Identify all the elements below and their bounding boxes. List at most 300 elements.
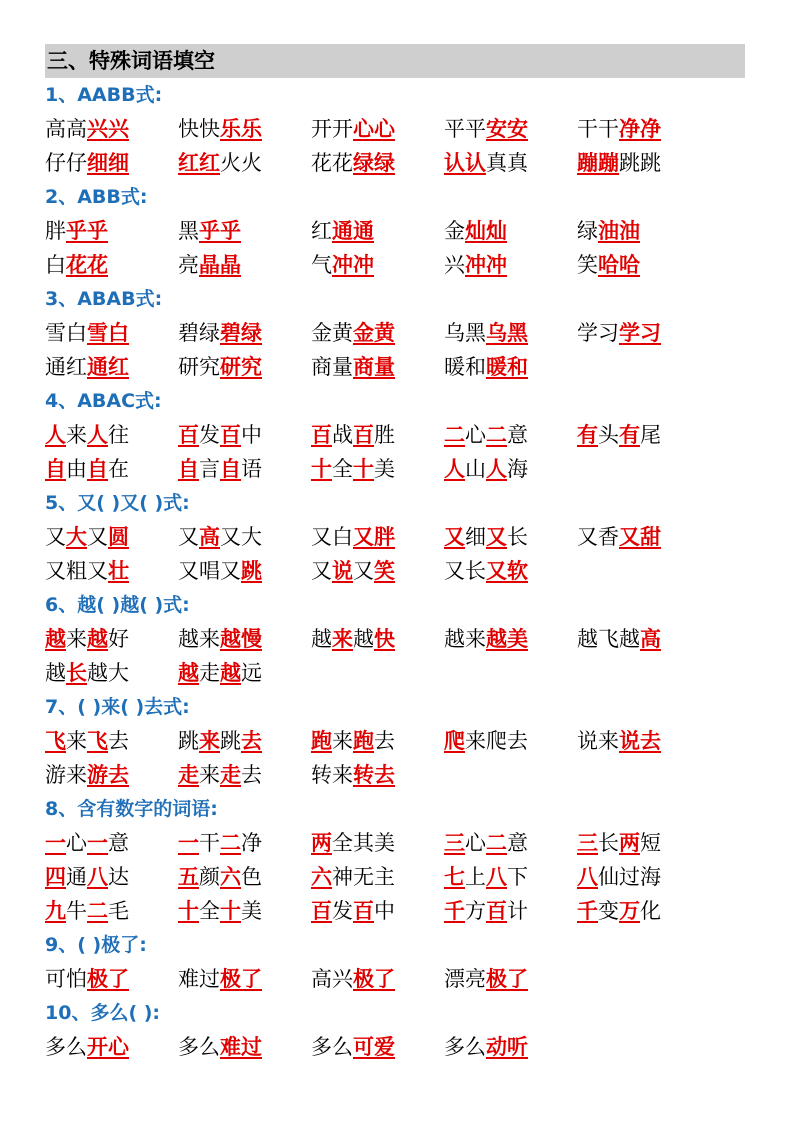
answer-text: 说去: [619, 729, 661, 753]
answer-text: 人: [87, 423, 108, 447]
word-item: [444, 622, 577, 656]
answer-text: 二: [486, 831, 507, 855]
word-item: [444, 112, 577, 146]
given-text: 跳: [220, 729, 241, 753]
answer-text: 越: [178, 661, 199, 685]
word-item: [311, 1030, 444, 1064]
answer-text: 人: [444, 457, 465, 481]
word-item: [45, 452, 178, 486]
word-item: [311, 962, 444, 996]
given-text: 学习: [577, 321, 619, 345]
word-row: [45, 146, 745, 180]
given-text: 颜: [199, 865, 220, 889]
given-text: 全其美: [332, 831, 395, 855]
word-item: [178, 962, 311, 996]
given-text: 又: [178, 525, 199, 549]
answer-text: 十: [353, 457, 374, 481]
given-text: 越: [311, 627, 332, 651]
word-item: [444, 1030, 577, 1064]
given-text: 在: [108, 457, 129, 481]
answer-text: 二: [87, 899, 108, 923]
answer-text: 动听: [486, 1035, 528, 1059]
answer-text: 壮: [108, 559, 129, 583]
given-text: 真真: [486, 151, 528, 175]
word-item: [311, 758, 444, 792]
answer-text: 自: [178, 457, 199, 481]
word-item: [444, 826, 577, 860]
given-text: 发: [332, 899, 353, 923]
word-item: [178, 1030, 311, 1064]
word-row: [45, 724, 745, 758]
given-text: 可怕: [45, 967, 87, 991]
word-item: [577, 248, 710, 282]
answer-text: 心心: [353, 117, 395, 141]
given-text: 红: [311, 219, 332, 243]
word-item: [178, 554, 311, 588]
given-text: 又大: [220, 525, 262, 549]
answer-text: 细细: [87, 151, 129, 175]
word-item: [45, 758, 178, 792]
answer-text: 越: [87, 627, 108, 651]
answer-text: 有: [577, 423, 598, 447]
given-text: 又粗又: [45, 559, 108, 583]
given-text: 去: [108, 729, 129, 753]
word-item: [45, 860, 178, 894]
given-text: 长: [507, 525, 528, 549]
answer-text: 百: [353, 423, 374, 447]
word-item: [577, 622, 710, 656]
answer-text: 越美: [486, 627, 528, 651]
given-text: 碧绿: [178, 321, 220, 345]
answer-text: 一: [87, 831, 108, 855]
word-item: [577, 112, 710, 146]
word-item: [311, 452, 444, 486]
word-item: [178, 724, 311, 758]
given-text: 胖: [45, 219, 66, 243]
section-heading: 3、ABAB式:: [45, 288, 163, 310]
answer-text: 通通: [332, 219, 374, 243]
given-text: 金黄: [311, 321, 353, 345]
word-item: [178, 214, 311, 248]
word-item: [577, 860, 710, 894]
given-text: 平平: [444, 117, 486, 141]
word-item: [311, 520, 444, 554]
word-item: [577, 316, 710, 350]
answer-text: 认认: [444, 151, 486, 175]
answer-text: 十: [311, 457, 332, 481]
given-text: 漂亮: [444, 967, 486, 991]
given-text: 来: [66, 423, 87, 447]
answer-text: 飞: [87, 729, 108, 753]
given-text: 多么: [311, 1035, 353, 1059]
word-row: [45, 894, 745, 928]
answer-text: 三: [577, 831, 598, 855]
given-text: 中: [241, 423, 262, 447]
answer-text: 转去: [353, 763, 395, 787]
given-text: 越: [353, 627, 374, 651]
given-text: 毛: [108, 899, 129, 923]
given-text: 游来: [45, 763, 87, 787]
section-heading: 10、多么( ):: [45, 1002, 161, 1024]
answer-text: 兴兴: [87, 117, 129, 141]
given-text: 又: [353, 559, 374, 583]
answer-text: 油油: [598, 219, 640, 243]
word-row: [45, 554, 745, 588]
given-text: 越大: [87, 661, 129, 685]
word-row: [45, 418, 745, 452]
given-text: 远: [241, 661, 262, 685]
word-item: [444, 350, 577, 384]
section-heading: 5、又( )又( )式:: [45, 492, 190, 514]
given-text: 跳跳: [619, 151, 661, 175]
given-text: 语: [241, 457, 262, 481]
answer-text: 笑: [374, 559, 395, 583]
answer-text: 灿灿: [465, 219, 507, 243]
word-item: [178, 112, 311, 146]
word-row: [45, 214, 745, 248]
answer-text: 长: [66, 661, 87, 685]
section-heading: 4、ABAC式:: [45, 390, 162, 412]
answer-text: 越: [45, 627, 66, 651]
given-text: 越来: [178, 627, 220, 651]
given-text: 胜: [374, 423, 395, 447]
given-text: 金: [444, 219, 465, 243]
answer-text: 又软: [486, 559, 528, 583]
given-text: 通红: [45, 355, 87, 379]
word-item: [311, 316, 444, 350]
given-text: 头: [598, 423, 619, 447]
answer-text: 走: [220, 763, 241, 787]
word-item: [577, 894, 710, 928]
word-item: [311, 112, 444, 146]
given-text: 难过: [178, 967, 220, 991]
section-heading: 1、AABB式:: [45, 84, 163, 106]
word-groups: [45, 78, 745, 1064]
answer-text: 通红: [87, 355, 129, 379]
section-heading: 7、( )来( )去式:: [45, 696, 190, 718]
answer-text: 快: [374, 627, 395, 651]
word-item: [444, 894, 577, 928]
word-item: [577, 826, 710, 860]
given-text: 长: [598, 831, 619, 855]
given-text: 又长: [444, 559, 486, 583]
given-text: 来: [66, 627, 87, 651]
word-item: [45, 1030, 178, 1064]
word-item: [45, 146, 178, 180]
word-item: [311, 860, 444, 894]
word-item: [444, 316, 577, 350]
answer-text: 极了: [353, 967, 395, 991]
word-item: [178, 418, 311, 452]
given-text: 亮: [178, 253, 199, 277]
given-text: 绿: [577, 219, 598, 243]
word-item: [444, 214, 577, 248]
word-item: [45, 554, 178, 588]
answer-text: 冲冲: [332, 253, 374, 277]
answer-text: 一: [45, 831, 66, 855]
given-text: 转来: [311, 763, 353, 787]
given-text: 火火: [220, 151, 262, 175]
section-heading: 6、越( )越( )式:: [45, 594, 190, 616]
word-item: [45, 656, 178, 690]
word-item: [444, 554, 577, 588]
given-text: 气: [311, 253, 332, 277]
answer-text: 六: [311, 865, 332, 889]
given-text: 意: [507, 831, 528, 855]
answer-text: 四: [45, 865, 66, 889]
given-text: 暖和: [444, 355, 486, 379]
given-text: 干: [199, 831, 220, 855]
answer-text: 百: [220, 423, 241, 447]
given-text: 由: [66, 457, 87, 481]
answer-text: 极了: [87, 967, 129, 991]
given-text: 乌黑: [444, 321, 486, 345]
word-item: [45, 520, 178, 554]
answer-text: 自: [45, 457, 66, 481]
given-text: 美: [241, 899, 262, 923]
answer-text: 乎乎: [199, 219, 241, 243]
word-row: [45, 622, 745, 656]
word-item: [311, 350, 444, 384]
word-item: [444, 724, 577, 758]
answer-text: 蹦蹦: [577, 151, 619, 175]
word-row: [45, 248, 745, 282]
answer-text: 九: [45, 899, 66, 923]
word-item: [311, 894, 444, 928]
answer-text: 难过: [220, 1035, 262, 1059]
answer-text: 自: [220, 457, 241, 481]
given-text: 说来: [577, 729, 619, 753]
section-heading: 8、含有数字的词语:: [45, 798, 218, 820]
given-text: 方: [465, 899, 486, 923]
given-text: 中: [374, 899, 395, 923]
answer-text: 说: [332, 559, 353, 583]
given-text: 干干: [577, 117, 619, 141]
answer-text: 又: [486, 525, 507, 549]
answer-text: 又: [444, 525, 465, 549]
answer-text: 极了: [486, 967, 528, 991]
given-text: 越: [45, 661, 66, 685]
answer-text: 碧绿: [220, 321, 262, 345]
answer-text: 大: [66, 525, 87, 549]
word-item: [45, 248, 178, 282]
answer-text: 爬: [444, 729, 465, 753]
answer-text: 高: [640, 627, 661, 651]
word-item: [178, 758, 311, 792]
word-item: [178, 316, 311, 350]
section-heading: 2、ABB式:: [45, 186, 148, 208]
given-text: 多么: [444, 1035, 486, 1059]
answer-text: 二: [220, 831, 241, 855]
given-text: 仙过海: [598, 865, 661, 889]
answer-text: 跑: [311, 729, 332, 753]
answer-text: 跑: [353, 729, 374, 753]
given-text: 心: [66, 831, 87, 855]
word-row: [45, 316, 745, 350]
given-text: 美: [374, 457, 395, 481]
word-row: [45, 1030, 745, 1064]
given-text: 意: [108, 831, 129, 855]
word-item: [178, 656, 311, 690]
answer-text: 高: [199, 525, 220, 549]
given-text: 越飞越: [577, 627, 640, 651]
word-item: [311, 146, 444, 180]
answer-text: 六: [220, 865, 241, 889]
answer-text: 千: [577, 899, 598, 923]
given-text: 去: [241, 763, 262, 787]
word-item: [444, 248, 577, 282]
given-text: 来: [199, 763, 220, 787]
answer-text: 百: [353, 899, 374, 923]
answer-text: 红红: [178, 151, 220, 175]
word-item: [45, 418, 178, 452]
given-text: 多么: [45, 1035, 87, 1059]
given-text: 心: [465, 423, 486, 447]
answer-text: 极了: [220, 967, 262, 991]
word-item: [45, 350, 178, 384]
given-text: 通: [66, 865, 87, 889]
given-text: 海: [507, 457, 528, 481]
given-text: 高兴: [311, 967, 353, 991]
answer-text: 绿绿: [353, 151, 395, 175]
answer-text: 五: [178, 865, 199, 889]
answer-text: 乐乐: [220, 117, 262, 141]
answer-text: 千: [444, 899, 465, 923]
word-item: [45, 894, 178, 928]
worksheet-page: [45, 44, 745, 1064]
answer-text: 走: [178, 763, 199, 787]
word-item: [311, 554, 444, 588]
given-text: 花花: [311, 151, 353, 175]
given-text: 变: [598, 899, 619, 923]
word-item: [444, 452, 577, 486]
given-text: 色: [241, 865, 262, 889]
given-text: 意: [507, 423, 528, 447]
word-item: [444, 418, 577, 452]
answer-text: 学习: [619, 321, 661, 345]
given-text: 走: [199, 661, 220, 685]
given-text: 下: [507, 865, 528, 889]
word-row: [45, 826, 745, 860]
word-item: [45, 316, 178, 350]
answer-text: 商量: [353, 355, 395, 379]
answer-text: 百: [311, 899, 332, 923]
answer-text: 金黄: [353, 321, 395, 345]
answer-text: 有: [619, 423, 640, 447]
word-item: [577, 724, 710, 758]
given-text: 来: [66, 729, 87, 753]
word-item: [577, 418, 710, 452]
word-item: [178, 894, 311, 928]
word-row: [45, 758, 745, 792]
given-text: 来爬去: [465, 729, 528, 753]
word-item: [311, 826, 444, 860]
given-text: 又: [45, 525, 66, 549]
word-row: [45, 112, 745, 146]
answer-text: 八: [577, 865, 598, 889]
given-text: 战: [332, 423, 353, 447]
given-text: 神无主: [332, 865, 395, 889]
answer-text: 又胖: [353, 525, 395, 549]
given-text: 上: [465, 865, 486, 889]
word-item: [311, 622, 444, 656]
given-text: 全: [332, 457, 353, 481]
answer-text: 圆: [108, 525, 129, 549]
answer-text: 可爱: [353, 1035, 395, 1059]
given-text: 高高: [45, 117, 87, 141]
given-text: 化: [640, 899, 661, 923]
answer-text: 花花: [66, 253, 108, 277]
given-text: 越来: [444, 627, 486, 651]
word-row: [45, 656, 745, 690]
answer-text: 二: [486, 423, 507, 447]
answer-text: 两: [311, 831, 332, 855]
given-text: 去: [374, 729, 395, 753]
given-text: 白: [45, 253, 66, 277]
answer-text: 净净: [619, 117, 661, 141]
answer-text: 十: [220, 899, 241, 923]
given-text: 又: [87, 525, 108, 549]
given-text: 来: [332, 729, 353, 753]
given-text: 言: [199, 457, 220, 481]
given-text: 发: [199, 423, 220, 447]
answer-text: 十: [178, 899, 199, 923]
word-item: [444, 146, 577, 180]
word-item: [178, 452, 311, 486]
given-text: 雪白: [45, 321, 87, 345]
answer-text: 安安: [486, 117, 528, 141]
given-text: 又白: [311, 525, 353, 549]
answer-text: 研究: [220, 355, 262, 379]
answer-text: 万: [619, 899, 640, 923]
given-text: 多么: [178, 1035, 220, 1059]
given-text: 跳: [178, 729, 199, 753]
word-item: [45, 962, 178, 996]
answer-text: 人: [486, 457, 507, 481]
answer-text: 游去: [87, 763, 129, 787]
answer-text: 乌黑: [486, 321, 528, 345]
given-text: 往: [108, 423, 129, 447]
answer-text: 哈哈: [598, 253, 640, 277]
answer-text: 两: [619, 831, 640, 855]
given-text: 又香: [577, 525, 619, 549]
answer-text: 暖和: [486, 355, 528, 379]
word-item: [444, 520, 577, 554]
answer-text: 来: [332, 627, 353, 651]
answer-text: 开心: [87, 1035, 129, 1059]
answer-text: 又甜: [619, 525, 661, 549]
word-item: [45, 622, 178, 656]
given-text: 心: [465, 831, 486, 855]
answer-text: 一: [178, 831, 199, 855]
given-text: 牛: [66, 899, 87, 923]
answer-text: 三: [444, 831, 465, 855]
answer-text: 八: [87, 865, 108, 889]
answer-text: 晶晶: [199, 253, 241, 277]
answer-text: 乎乎: [66, 219, 108, 243]
given-text: 快快: [178, 117, 220, 141]
answer-text: 去: [241, 729, 262, 753]
word-item: [178, 350, 311, 384]
answer-text: 冲冲: [465, 253, 507, 277]
answer-text: 飞: [45, 729, 66, 753]
answer-text: 越慢: [220, 627, 262, 651]
answer-text: 来: [199, 729, 220, 753]
word-item: [444, 962, 577, 996]
word-item: [178, 520, 311, 554]
word-item: [45, 214, 178, 248]
answer-text: 百: [486, 899, 507, 923]
